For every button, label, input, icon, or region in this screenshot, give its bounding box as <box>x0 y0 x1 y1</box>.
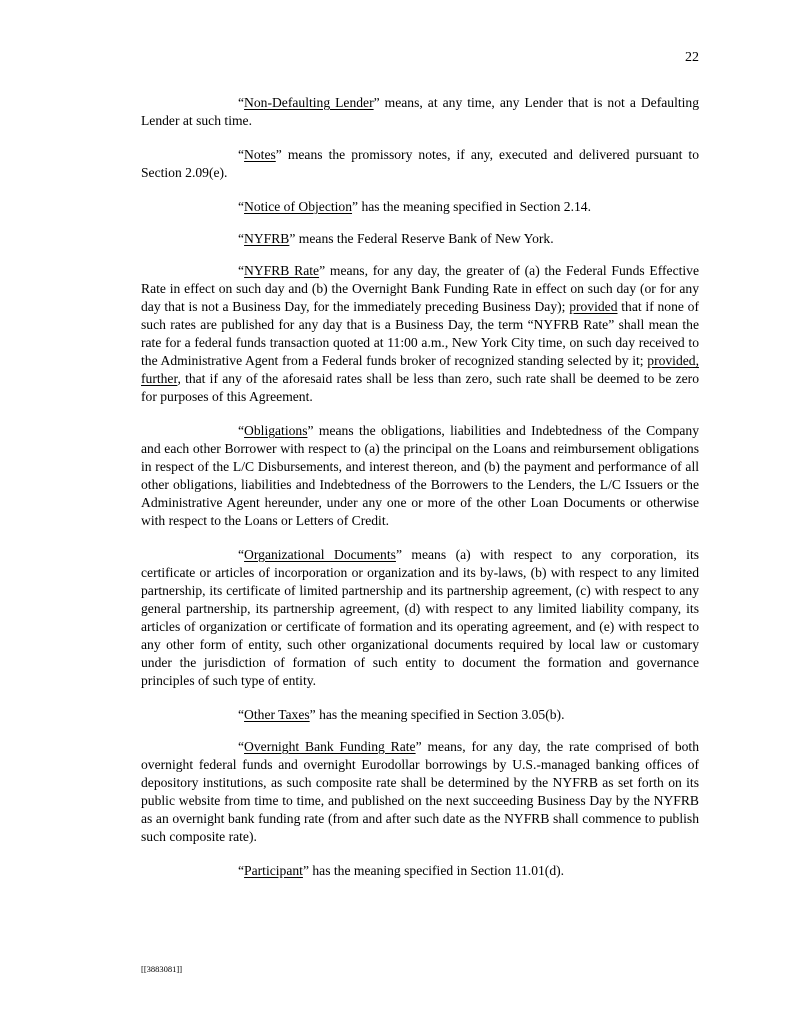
open-quote: “ <box>238 547 245 562</box>
open-quote: “ <box>238 95 245 110</box>
definition-non-defaulting-lender <box>141 94 699 130</box>
open-quote: “ <box>238 739 245 754</box>
definition-notes <box>141 146 699 182</box>
open-quote: “ <box>238 231 245 246</box>
defined-term: Overnight Bank Funding Rate <box>244 739 416 754</box>
proviso-term-further: provided, further <box>141 353 699 386</box>
definition-text: ” means, at any time, any Lender that is not a Defaulting Lender at such time. <box>141 95 699 128</box>
definition-text: ” means (a) with respect to any corporation, its certificate or articles of incorporation or organization and its by-laws, (b) with respect to any limited partnership, its certificate of limited partnership and its partnership agreement, (c) with respect to any general partnership, its partnership agreement, (d) with respect to any limited liability company, its articles of organization or certificate of formation and its operating agreement, and (e) with respect to any other form of entity, such other organizational documents required by local law or customary under the jurisdiction of formation of such entity to document the formation and governance principles of such type of entity. <box>141 547 700 688</box>
open-quote: “ <box>238 707 245 722</box>
defined-term: Organizational Documents <box>244 547 396 562</box>
page-number: 22 <box>685 50 699 65</box>
defined-term: Notes <box>244 147 276 162</box>
defined-term: NYFRB Rate <box>244 263 320 278</box>
document-body <box>141 94 699 894</box>
definition-text: ” means the promissory notes, if any, executed and delivered pursuant to Section 2.09(e). <box>141 147 699 180</box>
definition-overnight-bank-funding-rate <box>141 738 699 846</box>
defined-term: NYFRB <box>244 231 290 246</box>
defined-term: Non-Defaulting Lender <box>244 95 374 110</box>
definition-other-taxes <box>141 706 699 724</box>
open-quote: “ <box>238 199 245 214</box>
definition-text: ” has the meaning specified in Section 3.05(b). <box>309 707 565 722</box>
definition-text: ” means the Federal Reserve Bank of New York. <box>289 231 554 246</box>
definition-obligations <box>141 422 699 530</box>
definition-text-end: , that if any of the aforesaid rates shall be less than zero, such rate shall be deemed to be zero for purposes of this Agreement. <box>141 371 699 404</box>
defined-term: Notice of Objection <box>244 199 353 214</box>
definition-nyfrb <box>141 230 699 248</box>
definition-text: ” means the obligations, liabilities and Indebtedness of the Company and each other Borrower with respect to (a) the principal on the Loans and reimbursement obligations in respect of the L/C Disbursements, and interest thereon, and (b) the payment and performance of all other obligations, liabilities and Indebtedness of the Borrowers to the Lenders, the L/C Issuers or the Administrative Agent hereunder, under any one or more of the other Loan Documents or otherwise with respect to the Loans or Letters of Credit. <box>141 423 699 528</box>
open-quote: “ <box>238 423 245 438</box>
definition-text: ” has the meaning specified in Section 11.01(d). <box>302 863 565 878</box>
definition-text: ” has the meaning specified in Section 2.14. <box>352 199 591 214</box>
document-id: [[3883081]] <box>141 964 183 974</box>
definition-organizational-documents <box>141 546 699 690</box>
defined-term: Participant <box>244 863 303 878</box>
open-quote: “ <box>238 263 245 278</box>
proviso-term: provided <box>569 299 618 314</box>
defined-term: Other Taxes <box>244 707 310 722</box>
definition-text: ” means, for any day, the greater of (a) the Federal Funds Effective Rate in effect on such day and (b) the Overnight Bank Funding Rate in effect on such day (or for any day that is not a Business Day, for the immediately preceding Business Day); <box>141 263 699 314</box>
definition-notice-of-objection <box>141 198 699 216</box>
defined-term: Obligations <box>244 423 308 438</box>
definition-text: ” means, for any day, the rate comprised of both overnight federal funds and overnight Eurodollar borrowings by U.S.-managed banking offices of depository institutions, as such composite rate shall be determined by the NYFRB as set forth on its public website from time to time, and published on the next succeeding Business Day by the NYFRB as an overnight bank funding rate (from and after such date as the NYFRB shall commence to publish such composite rate). <box>141 739 699 844</box>
definition-participant <box>141 862 699 880</box>
open-quote: “ <box>238 863 245 878</box>
definition-text-continued: that if none of such rates are published for any day that is a Business Day, the term “NYFRB Rate” shall mean the rate for a federal funds transaction quoted at 11:00 a.m., New York City time, on such day received to the Administrative Agent from a Federal funds broker of recognized standing selected by it; <box>141 299 699 368</box>
definition-nyfrb-rate <box>141 262 699 406</box>
open-quote: “ <box>238 147 245 162</box>
